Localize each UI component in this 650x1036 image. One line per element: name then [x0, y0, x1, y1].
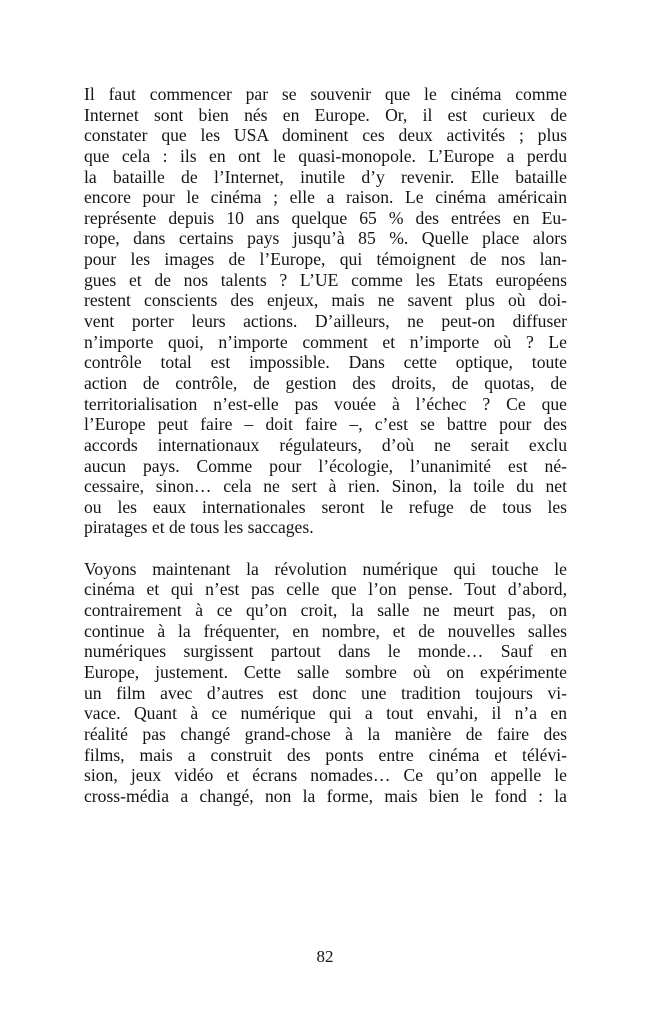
text-line: que cela : ils en ont le quasi-monopole. L’Europe a perdu	[84, 145, 567, 166]
text-line: un film avec d’autres est donc une tradition toujours vi-	[84, 682, 567, 703]
text-line: la bataille de l’Internet, inutile d’y revenir. Elle bataille	[84, 166, 567, 187]
text-line: vace. Quant à ce numérique qui a tout envahi, il n’a en	[84, 703, 567, 724]
text-line: l’Europe peut faire – doit faire –, c’est se battre pour des	[84, 414, 567, 435]
text-line: n’importe quoi, n’importe comment et n’importe où ? Le	[84, 331, 567, 352]
paragraph-2	[84, 559, 567, 807]
text-line: action de contrôle, de gestion des droits, de quotas, de	[84, 372, 567, 393]
text-line: constater que les USA dominent ces deux activités ; plus	[84, 125, 567, 146]
text-line: cinéma et qui n’est pas celle que l’on pense. Tout d’abord,	[84, 579, 567, 600]
text-line: représente depuis 10 ans quelque 65 % des entrées en Eu-	[84, 207, 567, 228]
text-line: vent porter leurs actions. D’ailleurs, ne peut-on diffuser	[84, 311, 567, 332]
text-line: Internet sont bien nés en Europe. Or, il est curieux de	[84, 104, 567, 125]
text-line: Europe, justement. Cette salle sombre où on expérimente	[84, 661, 567, 682]
text-line: réalité pas changé grand-chose à la manière de faire des	[84, 723, 567, 744]
text-line: accords internationaux régulateurs, d’où ne serait exclu	[84, 434, 567, 455]
text-line: territorialisation n’est-elle pas vouée à l’échec ? Ce que	[84, 393, 567, 414]
text-line: ou les eaux internationales seront le refuge de tous les	[84, 496, 567, 517]
text-line: contrôle total est impossible. Dans cette optique, toute	[84, 352, 567, 373]
text-line: films, mais a construit des ponts entre cinéma et télévi-	[84, 744, 567, 765]
page-body	[84, 84, 567, 806]
text-line: sion, jeux vidéo et écrans nomades… Ce qu’on appelle le	[84, 765, 567, 786]
paragraph-1	[84, 84, 567, 538]
text-line: cross-média a changé, non la forme, mais bien le fond : la	[84, 785, 567, 806]
text-line: pour les images de l’Europe, qui témoignent de nos lan-	[84, 249, 567, 270]
text-line: gues et de nos talents ? L’UE comme les Etats européens	[84, 269, 567, 290]
text-line: aucun pays. Comme pour l’écologie, l’unanimité est né-	[84, 455, 567, 476]
text-line: cessaire, sinon… cela ne sert à rien. Sinon, la toile du net	[84, 476, 567, 497]
text-line: piratages et de tous les saccages.	[84, 517, 314, 538]
text-line: contrairement à ce qu’on croit, la salle ne meurt pas, on	[84, 600, 567, 621]
text-line: rope, dans certains pays jusqu’à 85 %. Quelle place alors	[84, 228, 567, 249]
text-line: encore pour le cinéma ; elle a raison. Le cinéma américain	[84, 187, 567, 208]
text-line: restent conscients des enjeux, mais ne savent plus où doi-	[84, 290, 567, 311]
text-line: numériques surgissent partout dans le monde… Sauf en	[84, 641, 567, 662]
page-number: 82	[316, 947, 334, 966]
text-line: Il faut commencer par se souvenir que le cinéma comme	[84, 84, 567, 104]
text-line: continue à la fréquenter, en nombre, et de nouvelles salles	[84, 620, 567, 641]
text-line: Voyons maintenant la révolution numérique qui touche le	[84, 558, 567, 579]
